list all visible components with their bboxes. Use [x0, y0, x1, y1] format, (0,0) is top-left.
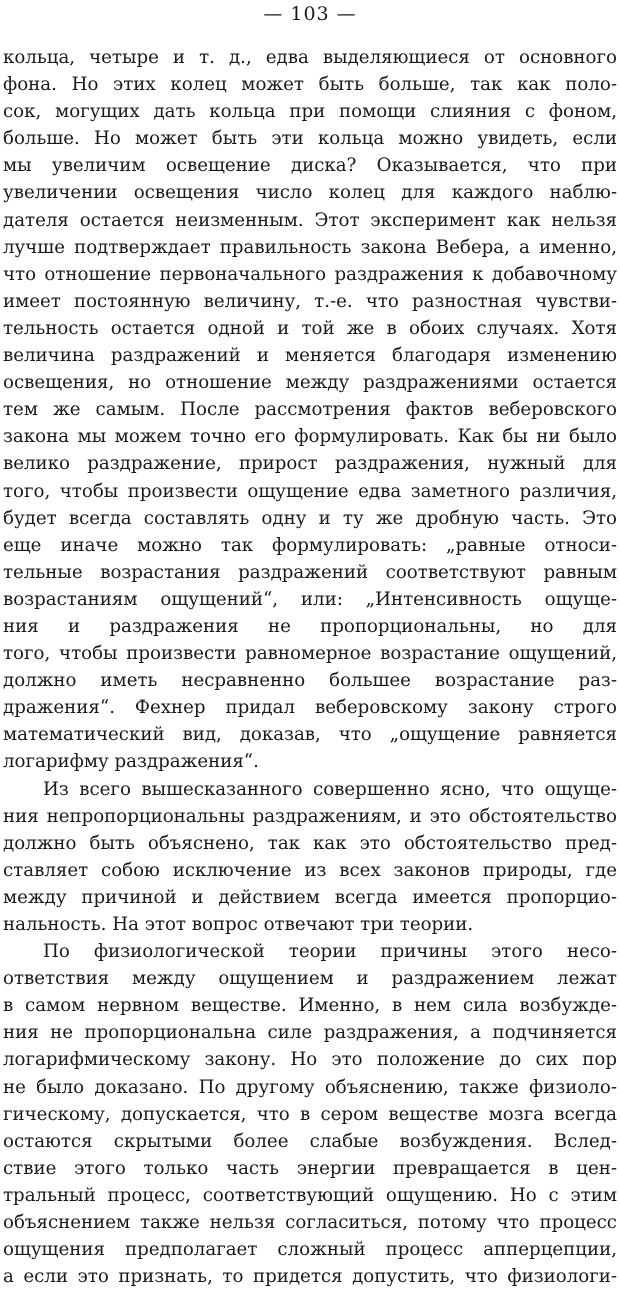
text-line: тем же самым. После рассмотрения фактов веберовского: [3, 399, 617, 421]
text-line: ния непропорциональны раздражениям, и это обстоятельство: [3, 805, 617, 827]
text-line: величина раздражений и меняется благодаря изменению: [3, 345, 617, 367]
text-line: имеет постоянную величину, т.-е. что разностная чувстви-: [3, 290, 617, 312]
text-line: велико раздражение, прирост раздражения, нужный для: [3, 453, 617, 475]
text-line: еще иначе можно так формулировать: „равные относи-: [3, 534, 617, 556]
text-line: в самом нервном веществе. Именно, в нем сила возбужде-: [3, 995, 617, 1017]
text-line: тральный процесс, соответствующий ощущению. Но с этим: [3, 1184, 617, 1206]
text-line: нальность. На этот вопрос отвечают три теории.: [3, 914, 474, 935]
text-line: лучше подтверждает правильность закона Вебера, а именно,: [3, 236, 617, 258]
text-line: должно быть объяснено, так как это обстоятельство пред-: [3, 832, 617, 854]
text-line: логарифму раздражения“.: [3, 751, 259, 773]
text-line: ставляет собою исключение из всех законов природы, где: [3, 859, 617, 881]
text-line: увеличении освещения число колец для каждого наблю-: [3, 182, 617, 204]
text-line: сок, могущих дать кольца при помощи слияния с фоном,: [3, 101, 617, 123]
text-line: ответствия между ощущением и раздражением лежат: [3, 968, 617, 990]
text-line: остаются скрытыми более слабые возбуждения. Вслед-: [3, 1130, 617, 1152]
text-line: гическому, допускается, что в сером веществе мозга всегда: [3, 1103, 617, 1125]
text-line: ощущения предполагает сложный процесс апперцепции,: [3, 1239, 617, 1261]
text-line: кольца, четыре и т. д., едва выделяющиеся от основного: [3, 47, 617, 68]
text-line: не было доказано. По другому объяснению, также физиоло-: [3, 1076, 617, 1098]
text-line: возрастаниям ощущений“, или: „Интенсивность ощуще-: [3, 588, 617, 610]
text-line: а если это признать, то придется допустить, что физиологи-: [3, 1266, 617, 1288]
page-number: — 103 —: [263, 3, 357, 25]
text-line: объяснением также нельзя согласиться, потому что процесс: [3, 1212, 617, 1234]
text-line: того, чтобы произвести ощущение едва заметного различия,: [3, 480, 617, 502]
text-line: того, чтобы произвести равномерное возрастание ощущений,: [3, 643, 617, 665]
text-line: будет всегда составлять одну и ту же дробную часть. Это: [3, 507, 617, 529]
text-line: тельные возрастания раздражений соответствуют равным: [3, 561, 617, 583]
text-line: Из всего вышесказанного совершенно ясно, что ощуще-: [43, 778, 617, 800]
text-line: фона. Но этих колец может быть больше, так как поло-: [3, 74, 617, 96]
text-line: дателя остается неизменным. Этот эксперимент как нельзя: [3, 209, 617, 231]
text-line: освещения, но отношение между раздражениями остается: [3, 372, 617, 394]
text-line: тельность остается одной и той же в обоих случаях. Хотя: [3, 317, 617, 339]
text-line: что отношение первоначального раздражения к добавочному: [3, 263, 617, 285]
text-line: ния и раздражения не пропорциональны, но для: [3, 615, 617, 637]
text-line: математический вид, доказав, что „ощущение равняется: [3, 724, 617, 746]
text-line: между причиной и действием всегда имеется пропорцио-: [3, 886, 617, 908]
text-line: ствие этого только часть энергии превращается в цен-: [3, 1157, 617, 1179]
text-line: мы увеличим освещение диска? Оказывается, что при: [3, 155, 617, 177]
text-line: закона мы можем точно его формулировать. Как бы ни было: [3, 426, 617, 448]
text-line: дражения“. Фехнер придал веберовскому закону строго: [3, 697, 617, 719]
text-line: ния не пропорциональна силе раздражения, а подчиняется: [3, 1022, 617, 1044]
body-text: [3, 44, 617, 1290]
text-line: должно иметь несравненно большее возрастание раз-: [3, 670, 617, 692]
text-line: По физиологической теории причины этого несо-: [43, 941, 617, 963]
text-line: больше. Но может быть эти кольца можно увидеть, если: [3, 128, 617, 150]
text-line: логарифмическому закону. Но это положение до сих пор: [3, 1049, 617, 1071]
